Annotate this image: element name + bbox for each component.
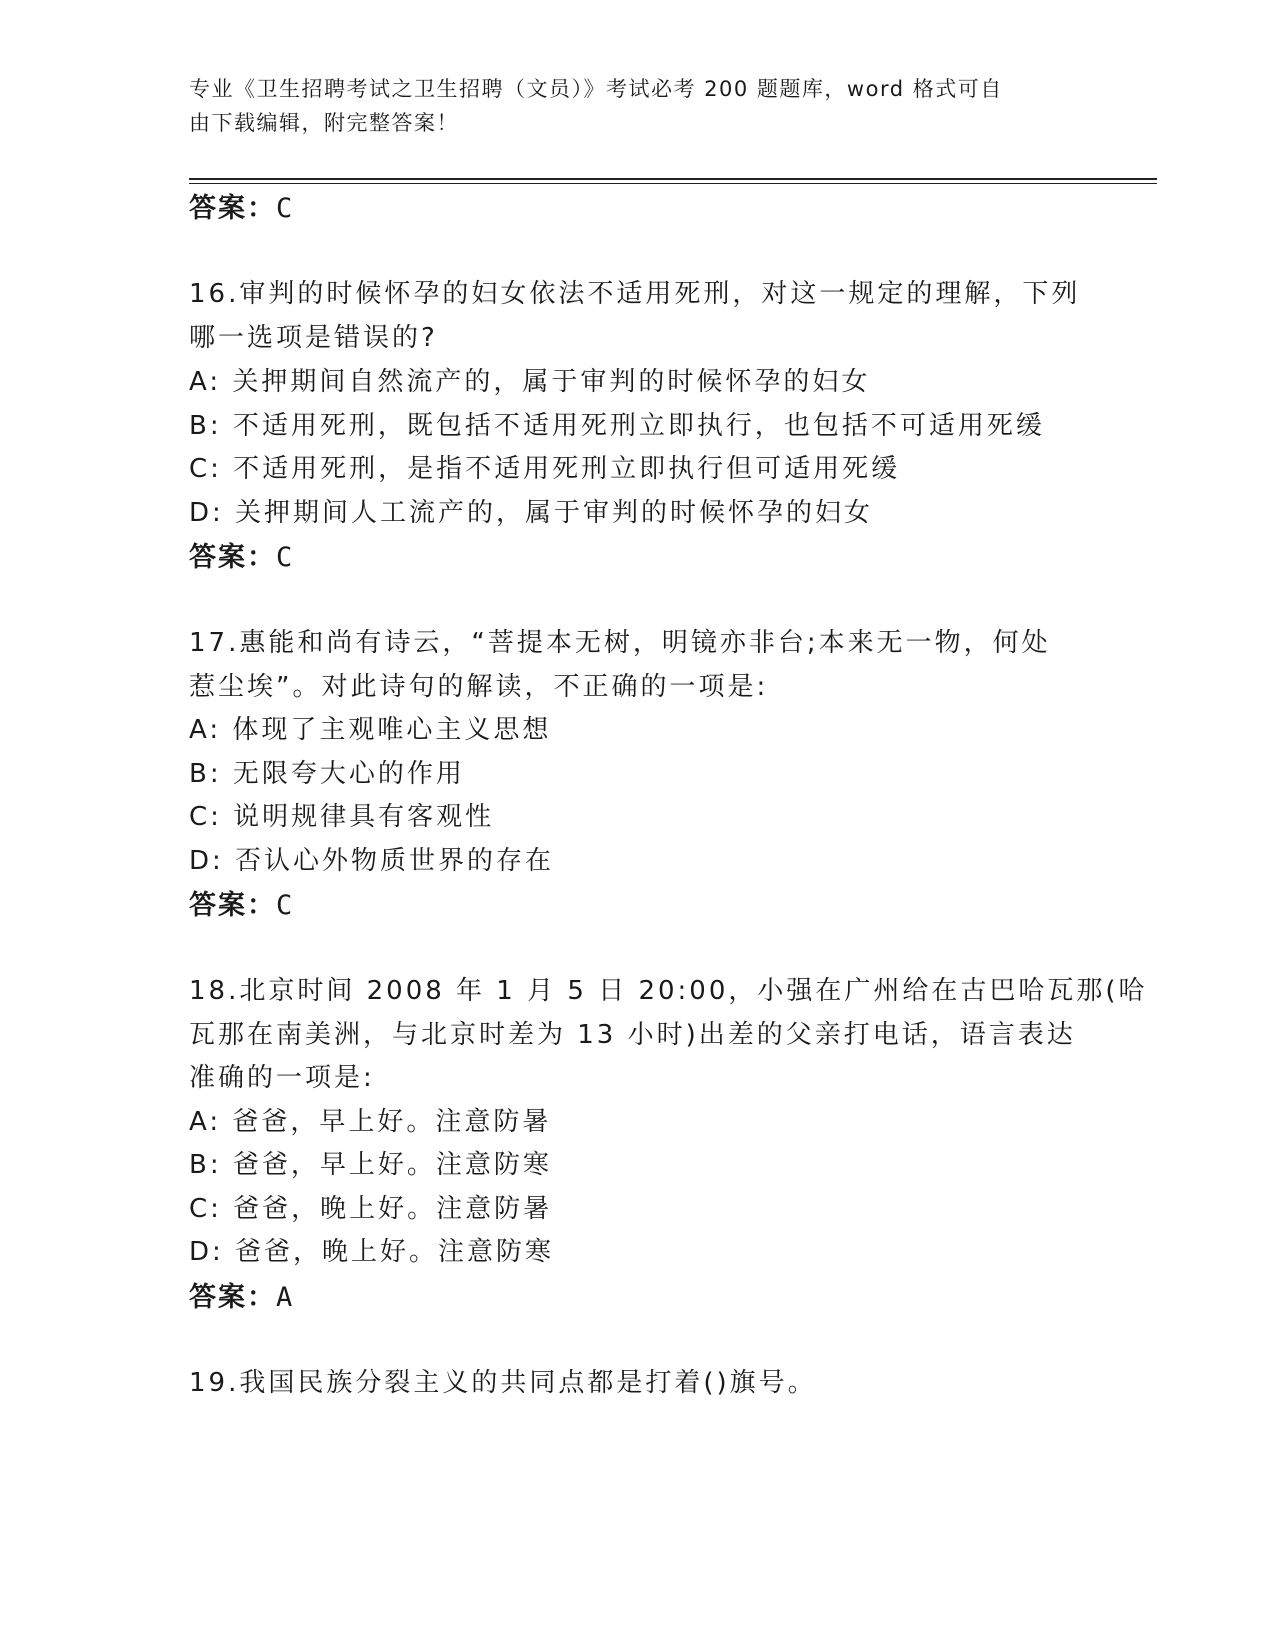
question-16-option-c: C: 不适用死刑，是指不适用死刑立即执行但可适用死缓 <box>189 454 901 484</box>
question-17-line-2: 惹尘埃”。对此诗句的解读，不正确的一项是: <box>189 672 769 702</box>
header-line-2: 由下载编辑，附完整答案！ <box>189 111 459 135</box>
question-16-option-a: A: 关押期间自然流产的，属于审判的时候怀孕的妇女 <box>189 367 871 397</box>
question-18-answer <box>189 1275 294 1314</box>
question-17-line-1: 17.惠能和尚有诗云，“菩提本无树，明镜亦非台;本来无一物，何处 <box>189 628 1051 658</box>
question-18-option-a: A: 爸爸，早上好。注意防暑 <box>189 1107 552 1137</box>
answer-label: 答案： <box>189 890 276 921</box>
question-16-line-1: 16.审判的时候怀孕的妇女依法不适用死刑，对这一规定的理解，下列 <box>189 279 1081 309</box>
question-16-option-d: D: 关押期间人工流产的，属于审判的时候怀孕的妇女 <box>189 498 874 528</box>
header-divider-thick <box>189 178 1157 180</box>
question-16-line-2: 哪一选项是错误的? <box>189 323 438 353</box>
question-17-option-a: A: 体现了主观唯心主义思想 <box>189 715 552 745</box>
question-17-option-c: C: 说明规律具有客观性 <box>189 802 495 832</box>
question-18-line-3: 准确的一项是: <box>189 1063 375 1093</box>
answer-label: 答案： <box>189 193 276 224</box>
answer-label: 答案： <box>189 542 276 573</box>
answer-value: C <box>276 542 295 573</box>
question-17-answer <box>189 883 294 922</box>
question-18-option-b: B: 爸爸，早上好。注意防寒 <box>189 1150 552 1180</box>
answer-value: C <box>276 890 295 921</box>
question-18-option-d: D: 爸爸，晚上好。注意防寒 <box>189 1237 555 1267</box>
question-17-option-b: B: 无限夸大心的作用 <box>189 759 465 789</box>
previous-answer <box>189 186 294 225</box>
header-divider-thin <box>189 183 1157 184</box>
question-18-option-c: C: 爸爸，晚上好。注意防暑 <box>189 1194 553 1224</box>
question-19-line-1: 19.我国民族分裂主义的共同点都是打着()旗号。 <box>189 1368 817 1398</box>
question-16-answer <box>189 535 294 574</box>
answer-value: A <box>276 1282 295 1313</box>
question-17-option-d: D: 否认心外物质世界的存在 <box>189 846 555 876</box>
header-line-1: 专业《卫生招聘考试之卫生招聘（文员）》考试必考 200 题题库，word 格式可自 <box>189 77 1003 101</box>
answer-label: 答案： <box>189 1282 276 1313</box>
answer-value: C <box>276 193 295 224</box>
question-18-line-1: 18.北京时间 2008 年 1 月 5 日 20:00，小强在广州给在古巴哈瓦那(哈 <box>189 976 1148 1006</box>
question-16-option-b: B: 不适用死刑，既包括不适用死刑立即执行，也包括不可适用死缓 <box>189 411 1045 441</box>
document-header <box>189 72 1069 140</box>
question-18-line-2: 瓦那在南美洲，与北京时差为 13 小时)出差的父亲打电话，语言表达 <box>189 1020 1076 1050</box>
